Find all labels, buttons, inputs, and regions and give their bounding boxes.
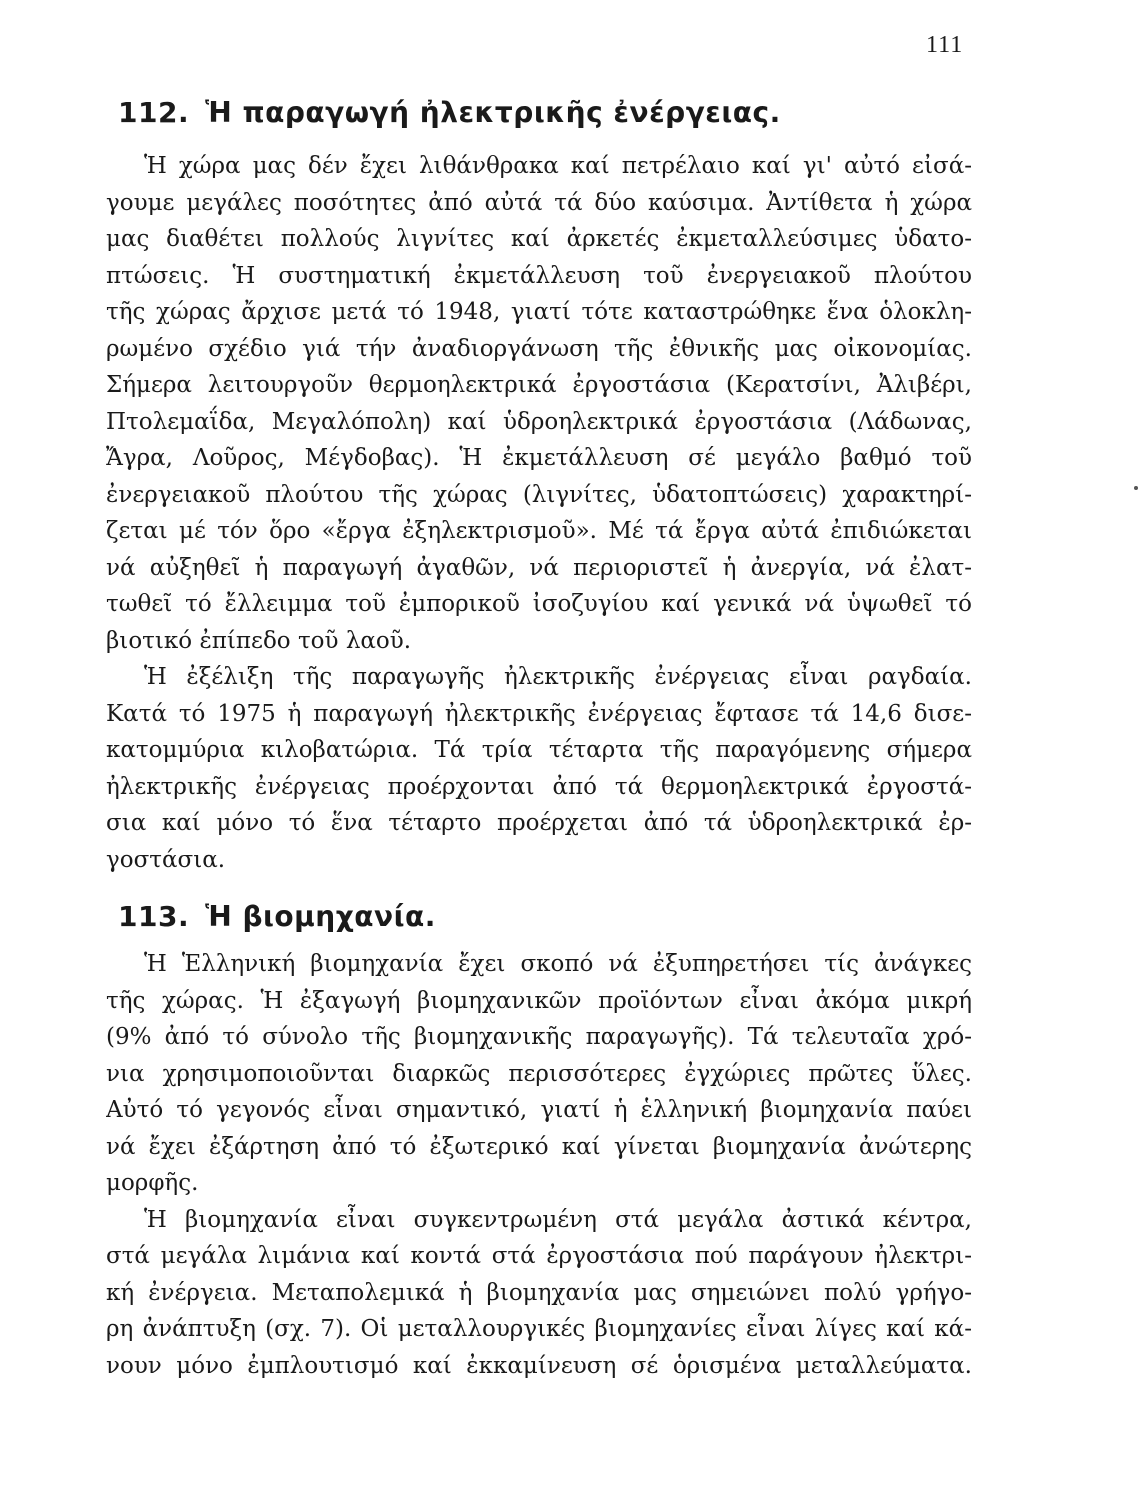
text-line: ρη ἀνάπτυξη (σχ. 7). Οἱ μεταλλουργικές βιομηχανίες εἶναι λίγες καί κά- bbox=[106, 1316, 972, 1342]
section-title: Ἡ παραγωγή ἠλεκτρικῆς ἐνέργειας. bbox=[205, 96, 781, 129]
text-line: νά αὐξηθεῖ ἡ παραγωγή ἀγαθῶν, νά περιοριστεῖ ἡ ἀνεργία, νά ἐλατ- bbox=[106, 554, 972, 581]
page-number: 111 bbox=[926, 32, 964, 58]
text-line: μορφῆς. bbox=[106, 1170, 199, 1196]
section-body-113 bbox=[106, 946, 972, 1384]
text-line: Ἡ Ἑλληνική βιομηχανία ἔχει σκοπό νά ἐξυπηρετήσει τίς ἀνάγκες bbox=[144, 951, 972, 977]
text-line: τῆς χώρας. Ἡ ἐξαγωγή βιομηχανικῶν προϊόντων εἶναι ἀκόμα μικρή bbox=[106, 987, 972, 1014]
text-line: τῆς χώρας ἄρχισε μετά τό 1948, γιατί τότε καταστρώθηκε ἕνα ὁλοκλη- bbox=[106, 299, 972, 325]
text-line: ρωμένο σχέδιο γιά τήν ἀναδιοργάνωση τῆς ἐθνικῆς μας οἰκονομίας. bbox=[106, 335, 972, 362]
section-heading-112 bbox=[118, 96, 781, 129]
text-line: κή ἐνέργεια. Μεταπολεμικά ἡ βιομηχανία μας σημειώνει πολύ γρήγο- bbox=[106, 1279, 972, 1306]
section-number: 113. bbox=[118, 900, 190, 933]
text-line: Ἡ βιομηχανία εἶναι συγκεντρωμένη στά μεγάλα ἀστικά κέντρα, bbox=[144, 1206, 972, 1233]
text-line: γουμε μεγάλες ποσότητες ἀπό αὐτά τά δύο καύσιμα. Ἀντίθετα ἡ χώρα bbox=[106, 189, 972, 216]
text-line: ζεται μέ τόν ὅρο «ἔργα ἐξηλεκτρισμοῦ». Μέ τά ἔργα αὐτά ἐπιδιώκεται bbox=[106, 518, 972, 544]
text-line: νουν μόνο ἐμπλουτισμό καί ἐκκαμίνευση σέ ὁρισμένα μεταλλεύματα. bbox=[106, 1352, 972, 1379]
text-line: νια χρησιμοποιοῦνται διαρκῶς περισσότερες ἐγχώριες πρῶτες ὕλες. bbox=[106, 1060, 972, 1087]
text-line: μας διαθέτει πολλούς λιγνίτες καί ἀρκετές ἐκμεταλλεύσιμες ὑδατο- bbox=[106, 226, 972, 252]
text-line: τωθεῖ τό ἔλλειμμα τοῦ ἐμπορικοῦ ἰσοζυγίου καί γενικά νά ὑψωθεῖ τό bbox=[106, 591, 972, 617]
text-line: (9% ἀπό τό σύνολο τῆς βιομηχανικῆς παραγωγῆς). Τά τελευταῖα χρό- bbox=[106, 1024, 972, 1050]
text-line: στά μεγάλα λιμάνια καί κοντά στά ἐργοστάσια πού παράγουν ἠλεκτρι- bbox=[106, 1243, 972, 1269]
section-title: Ἡ βιομηχανία. bbox=[205, 900, 436, 933]
text-line: πτώσεις. Ἡ συστηματική ἐκμετάλλευση τοῦ ἐνεργειακοῦ πλούτου bbox=[106, 262, 972, 289]
text-line: Ἄγρα, Λοῦρος, Μέγδοβας). Ἡ ἐκμετάλλευση σέ μεγάλο βαθμό τοῦ bbox=[106, 445, 972, 471]
section-heading-113 bbox=[118, 900, 436, 933]
text-line: Αὐτό τό γεγονός εἶναι σημαντικό, γιατί ἡ ἑλληνική βιομηχανία παύει bbox=[106, 1097, 972, 1123]
text-line: ἠλεκτρικῆς ἐνέργειας προέρχονται ἀπό τά θερμοηλεκτρικά ἐργοστά- bbox=[106, 773, 972, 800]
text-line: σια καί μόνο τό ἕνα τέταρτο προέρχεται ἀπό τά ὑδροηλεκτρικά ἐρ- bbox=[106, 810, 972, 836]
section-body-112 bbox=[106, 148, 972, 878]
section-number: 112. bbox=[118, 96, 190, 129]
text-line: νά ἔχει ἐξάρτηση ἀπό τό ἐξωτερικό καί γίνεται βιομηχανία ἀνώτερης bbox=[106, 1133, 972, 1160]
text-line: Πτολεμαΐδα, Μεγαλόπολη) καί ὑδροηλεκτρικά ἐργοστάσια (Λάδωνας, bbox=[106, 408, 972, 435]
text-line: Σήμερα λειτουργοῦν θερμοηλεκτρικά ἐργοστάσια (Κερατσίνι, Ἀλιβέρι, bbox=[106, 372, 972, 398]
scan-speck bbox=[1134, 486, 1138, 490]
text-line: κατομμύρια κιλοβατώρια. Τά τρία τέταρτα τῆς παραγόμενης σήμερα bbox=[106, 737, 972, 763]
text-line: ἐνεργειακοῦ πλούτου τῆς χώρας (λιγνίτες, ὑδατοπτώσεις) χαρακτηρί- bbox=[106, 481, 972, 508]
text-line: γοστάσια. bbox=[106, 846, 226, 873]
text-line: Ἡ χώρα μας δέν ἔχει λιθάνθρακα καί πετρέλαιο καί γι' αὐτό εἰσά- bbox=[144, 153, 972, 179]
text-line: βιοτικό ἐπίπεδο τοῦ λαοῦ. bbox=[106, 627, 412, 654]
text-line: Ἡ ἐξέλιξη τῆς παραγωγῆς ἠλεκτρικῆς ἐνέργειας εἶναι ραγδαία. bbox=[144, 664, 972, 690]
text-line: Κατά τό 1975 ἡ παραγωγή ἠλεκτρικῆς ἐνέργειας ἔφτασε τά 14,6 δισε- bbox=[106, 700, 972, 727]
